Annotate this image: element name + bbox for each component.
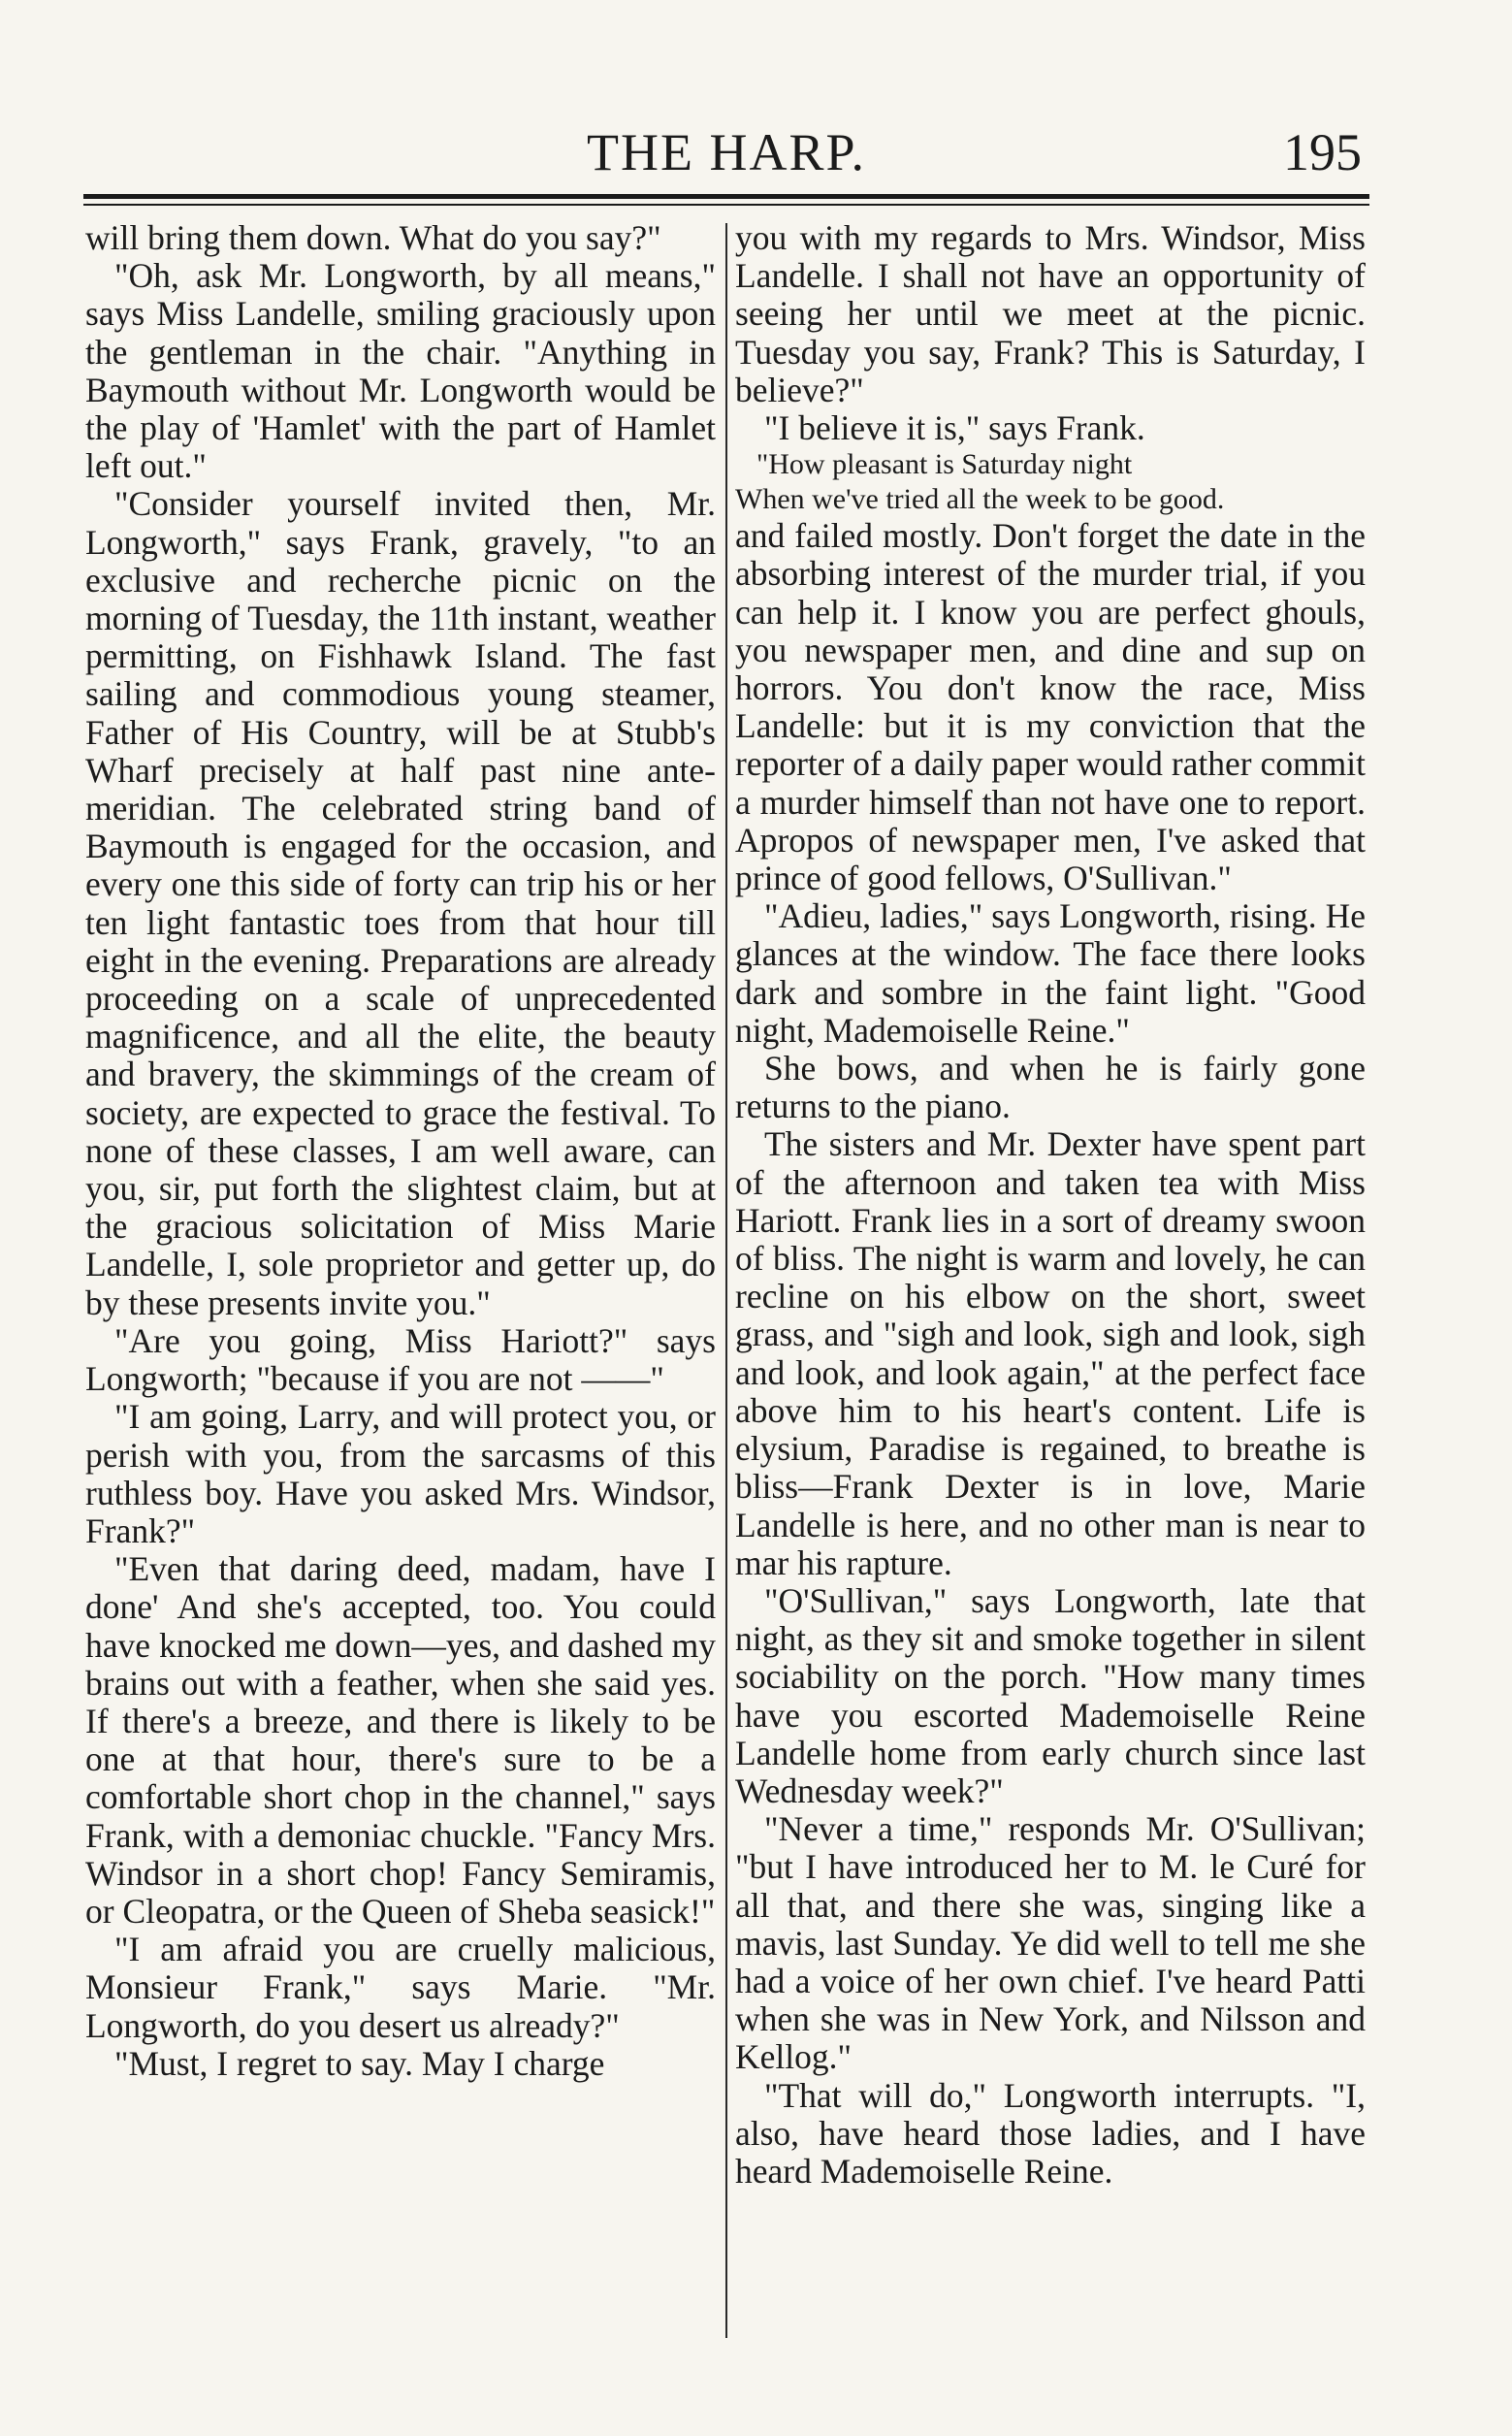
verse-line: When we've tried all the week to be good. bbox=[735, 483, 1225, 516]
paragraph: "Consider yourself invited then, Mr. Longworth," says Frank, gravely, "to an exclusive and recherche picnic on the morning of Tuesday, the 11th instant, weather permitting, on Fishhawk Island. The fast sailing and commodious young steamer, Father of His Country, will be at Stubb's Wharf precisely at half past nine ante- meridian. The celebrated string band of Baymouth is engaged for the occasion, and every one this side of forty can trip his or her ten light fantastic toes from that hour till eight in the evening. Preparations are already proceeding on a scale of unprecedented magnificence, and all the elite, the beauty and bravery, the skimmings of the cream of society, are expected to grace the festival. To none of these classes, I am well aware, can you, sir, put forth the slightest claim, but at the gracious solicitation of Miss Marie Landelle, I, sole proprietor and getter up, do by these presents invite you." bbox=[85, 484, 716, 1322]
paragraph: "Are you going, Miss Hariott?" says Longworth; "because if you are not ——" bbox=[85, 1320, 716, 1399]
paragraph: you with my regards to Mrs. Windsor, Miss Landelle. I shall not have an opportunity of seeing her until we meet at the picnic. Tuesday you say, Frank? This is Saturday, I believe?" bbox=[735, 219, 1366, 409]
paragraph: will bring them down. What do you say?" bbox=[85, 219, 661, 257]
paragraph: "I believe it is," says Frank. bbox=[764, 408, 1145, 448]
paragraph: "O'Sullivan," says Longworth, late that night, as they sit and smoke together in silent sociability on the porch. "How many times have you escorted Mademoiselle Reine Landelle home from early church since last Wednesday week?" bbox=[735, 1580, 1366, 1810]
paragraph: and failed mostly. Don't forget the date in the absorbing interest of the murder trial, if you can help it. I know you are perfect ghouls, you newspaper men, and dine and sup on horrors. You don't know the race, Miss Landelle: but it is my conviction that the reporter of a daily paper would rather commit a murder himself than not have one to report. Apropos of newspaper men, I've asked that prince of good fellows, O'Sullivan." bbox=[735, 516, 1366, 898]
paragraph: "Must, I regret to say. May I charge bbox=[114, 2043, 605, 2083]
paragraph: She bows, and when he is fairly gone returns to the piano. bbox=[735, 1049, 1366, 1126]
column-divider bbox=[725, 223, 727, 2338]
paragraph: "That will do," Longworth interrupts. "I, also, have heard those ladies, and I have heard Mademoiselle Reine. bbox=[735, 2075, 1366, 2191]
page-number: 195 bbox=[1283, 123, 1362, 181]
paragraph: "Adieu, ladies," says Longworth, rising. He glances at the window. The face there looks dark and sombre in the faint light. "Good night, Mademoiselle Reine." bbox=[735, 896, 1366, 1050]
paragraph: "Even that daring deed, madam, have I done' And she's accepted, too. You could have knocked me down—yes, and dashed my brains out with a feather, when she said yes. If there's a breeze, and there is likely to be one at that hour, there's sure to be a comfortable short chop in the channel," says Frank, with a demoniac chuckle. "Fancy Mrs. Windsor in a short chop! Fancy Semiramis, or Cleopatra, or the Queen of Sheba seasick!" bbox=[85, 1549, 716, 1931]
header-rule-thick bbox=[83, 194, 1369, 199]
verse-line: "How pleasant is Saturday night bbox=[756, 448, 1133, 481]
paragraph: "Oh, ask Mr. Longworth, by all means," says Miss Landelle, smiling graciously upon the gentleman in the chair. "Anything in Baymouth without Mr. Longworth would be the play of 'Hamlet' with the part of Hamlet left out." bbox=[85, 256, 716, 486]
page-header bbox=[83, 114, 1369, 192]
running-title: THE HARP. bbox=[586, 123, 867, 181]
header-rule-thin bbox=[83, 204, 1369, 206]
right-column bbox=[735, 219, 1366, 2354]
paragraph: "Never a time," responds Mr. O'Sullivan; "but I have introduced her to M. le Curé for all that, and there she was, singing like a mavis, last Sunday. Ye did well to tell me she had a voice of her own chief. I've heard Patti when she was in New York, and Nilsson and Kellog." bbox=[735, 1809, 1366, 2077]
paragraph: The sisters and Mr. Dexter have spent part of the afternoon and taken tea with Miss Hariott. Frank lies in a sort of dreamy swoon of bliss. The night is warm and lovely, he can recline on his elbow on the short, sweet grass, and "sigh and look, sigh and look, sigh and look, and look again," at the perfect face above him to his heart's content. Life is elysium, Paradise is regained, to breathe is bliss—Frank Dexter is in love, Marie Landelle is here, and no other man is near to mar his rapture. bbox=[735, 1124, 1366, 1582]
paragraph: "I am going, Larry, and will protect you, or perish with you, from the sarcasms of this ruthless boy. Have you asked Mrs. Windsor, Frank?" bbox=[85, 1397, 716, 1550]
paragraph: "I am afraid you are cruelly malicious, Monsieur Frank," says Marie. "Mr. Longworth, do you desert us already?" bbox=[85, 1930, 716, 2045]
left-column bbox=[85, 219, 716, 2354]
